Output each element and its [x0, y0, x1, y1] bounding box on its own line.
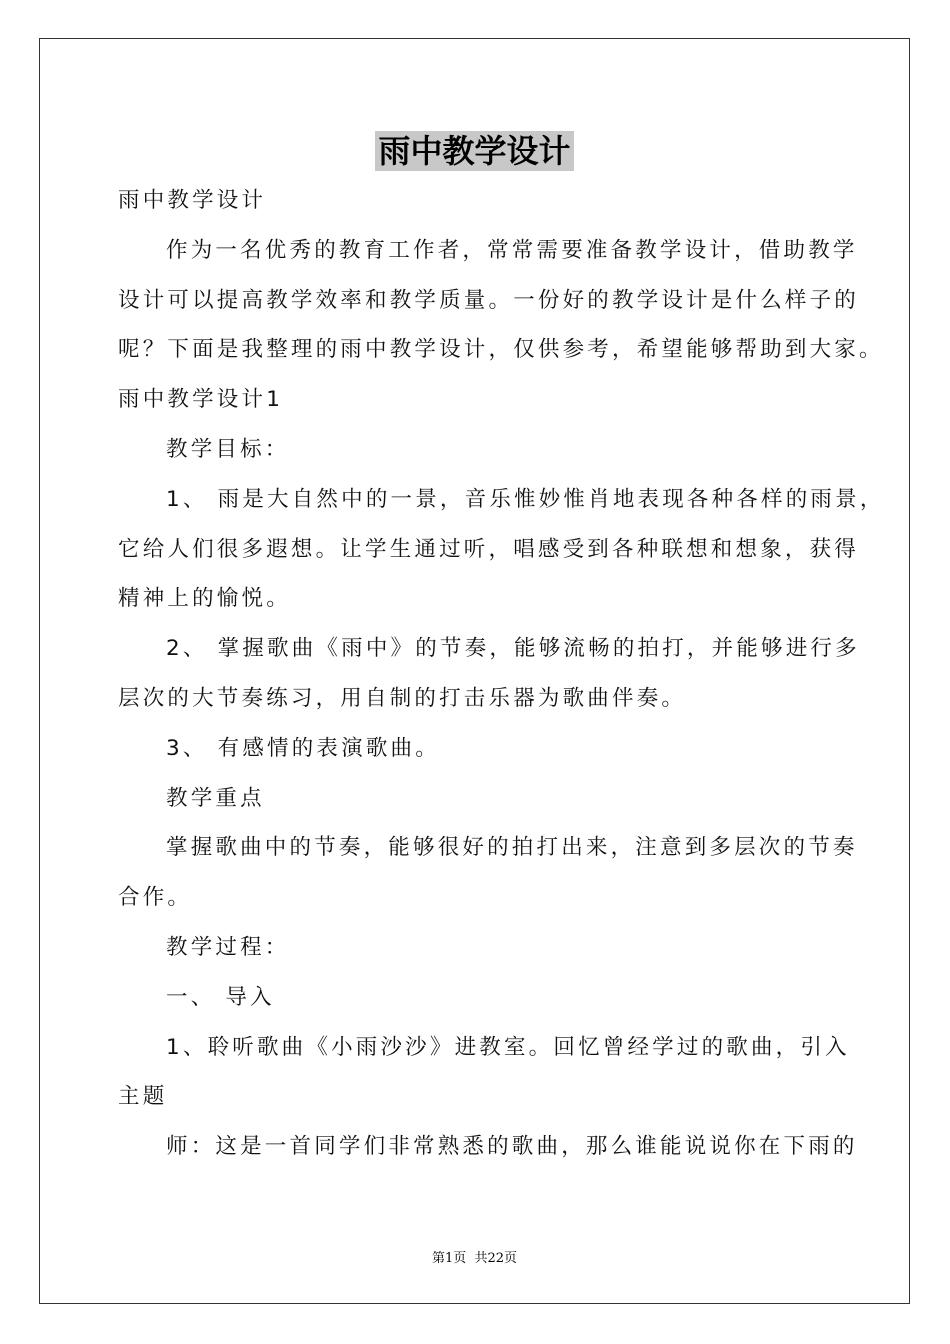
text-line: 掌握歌曲中的节奏，能够很好的拍打出来，注意到多层次的节奏: [166, 835, 858, 861]
text-line: 3、 有感情的表演歌曲。: [166, 735, 440, 761]
text-line: 雨中教学设计: [118, 188, 267, 213]
page-footer: [40, 1247, 909, 1266]
text-line: 雨中教学设计1: [118, 387, 284, 413]
text-line: 一、 导入: [166, 984, 275, 1010]
text-line: 作为一名优秀的教育工作者，常常需要准备教学设计，借助教学: [166, 237, 858, 263]
text-line: 教学重点: [166, 785, 265, 811]
document-title: 雨中教学设计: [375, 131, 573, 171]
text-line: 1、聆听歌曲《小雨沙沙》进教室。回忆曾经学过的歌曲，引入: [166, 1034, 850, 1060]
page-total: 共22页: [474, 1251, 517, 1266]
text-line: 设计可以提高教学效率和教学质量。一份好的教学设计是什么样子的: [118, 287, 860, 313]
document-page: [39, 38, 910, 1304]
text-line: 1、 雨是大自然中的一景，音乐惟妙惟肖地表现各种各样的雨景，: [166, 486, 885, 512]
text-line: 合作。: [118, 885, 193, 911]
text-line: 师：这是一首同学们非常熟悉的歌曲，那么谁能说说你在下雨的: [166, 1134, 858, 1160]
page-number: 第1页: [432, 1251, 467, 1266]
text-line: 2、 掌握歌曲《雨中》的节奏，能够流畅的拍打，并能够进行多: [166, 636, 860, 662]
text-line: 层次的大节奏练习，用自制的打击乐器为歌曲伴奏。: [118, 685, 687, 711]
text-line: 精神上的愉悦。: [118, 586, 291, 612]
title-container: [40, 131, 909, 171]
text-line: 呢？下面是我整理的雨中教学设计，仅供参考，希望能够帮助到大家。: [118, 337, 884, 363]
text-line: 它给人们很多遐想。让学生通过听，唱感受到各种联想和想象，获得: [118, 536, 860, 562]
text-line: 主题: [118, 1084, 168, 1110]
document-body: [118, 176, 885, 1172]
text-line: 教学过程：: [166, 934, 290, 960]
text-line: 教学目标：: [166, 436, 290, 462]
